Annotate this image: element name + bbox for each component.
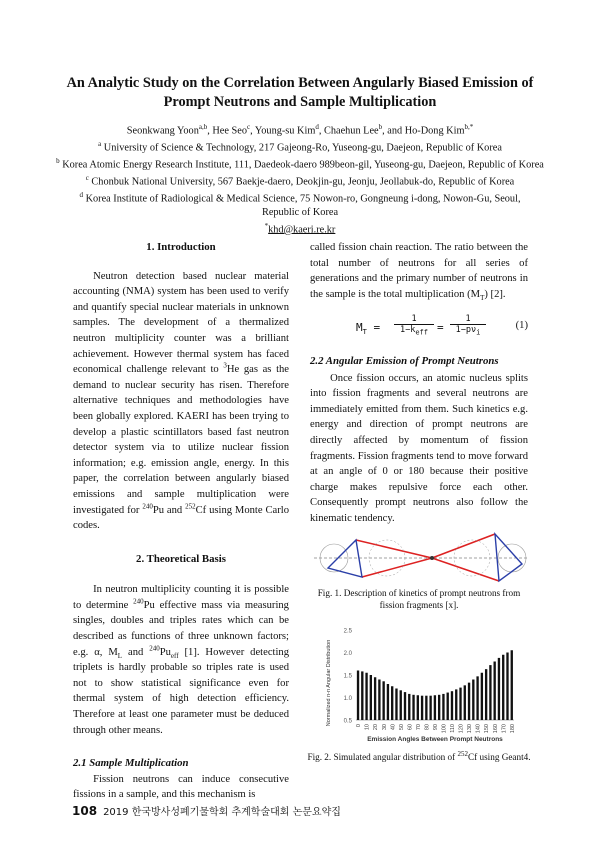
section-2-1-heading: 2.1 Sample Multiplication xyxy=(73,757,189,770)
author-list: Seonkwang Yoon$^{a,b}$, Hee Seo$^c$, Young-su Kim$^d$, Chaehun Lee$^b$, and Ho-Dong Kim$^{b,*}$ xyxy=(126,123,474,137)
email-marker: * xyxy=(264,221,269,230)
chart-bar xyxy=(365,673,367,720)
author-name: Young-su Kim xyxy=(254,125,316,137)
author-affil-marker: a,b xyxy=(198,123,208,131)
chart-bar xyxy=(498,658,500,720)
section-2-heading: 2. Theoretical Basis xyxy=(136,552,226,565)
left-column xyxy=(73,240,289,803)
author-name: Hee Seo xyxy=(212,125,247,137)
x-tick-label: 70 xyxy=(415,724,422,731)
email-link[interactable]: khd@kaeri.re.kr xyxy=(268,224,336,236)
chart-bar xyxy=(455,689,457,720)
chart-bar xyxy=(357,671,359,721)
chart-bar xyxy=(361,671,363,720)
chart-bar xyxy=(489,665,491,720)
equation-1 xyxy=(310,314,528,344)
chart-bar xyxy=(395,689,397,721)
fragment-line-top-left xyxy=(356,540,432,558)
affiliation-list xyxy=(30,138,570,220)
author-name: Chaehun Lee xyxy=(324,125,379,137)
proceedings-title: 2019 한국방사성폐기물학회 추계학술대회 논문요약집 xyxy=(103,807,341,818)
section-2-paragraph: In neutron multiplicity counting it is possible to determine $^{240}$Pu effective mass via measuring singles, doubles and triples rates which can be described as functions of three unknown factors; e.g. α, $M_L$ and $^{240}Pu_{eff}$ [1]. However detecting triplets is hardly probable so triples rate is used not to show statistical significance even for thermal system of high detection efficiency. Therefore at least one parameter must be deduced through other means. xyxy=(73,584,290,736)
x-tick-label: 50 xyxy=(398,724,405,731)
x-tick-label: 60 xyxy=(407,724,414,731)
section-1-heading: 1. Introduction xyxy=(146,241,216,253)
affiliation: $^a$ University of Science & Technology, 217 Gajeong-Ro, Yuseong-gu, Daejeon, Republic of Korea xyxy=(98,140,502,154)
y-axis-label: Normalized n-n Angular Distribution xyxy=(326,639,332,727)
x-tick-label: 20 xyxy=(373,724,380,731)
chart-bar xyxy=(442,694,444,720)
x-axis-label: Emission Angles Between Prompt Neutrons xyxy=(367,736,503,743)
right-column-text-2 xyxy=(310,354,528,527)
email-line xyxy=(30,220,570,237)
chart-bar xyxy=(429,696,431,720)
right-paragraph-1: called fission chain reaction. The ratio between the total number of neutrons for all series of generations and the primary number of neutrons in the sample is the total multiplication $(M_T)$ [2]. xyxy=(310,242,528,302)
figure-2-chart xyxy=(318,624,530,746)
affiliation: $^c$ Chonbuk National University, 567 Baekje-daero, Deokjin-gu, Jeonju, Jeollabuk-do, Republic of Korea xyxy=(85,174,515,188)
chart-bar xyxy=(370,675,372,720)
x-tick-label: 90 xyxy=(433,724,439,731)
page-footer xyxy=(72,803,341,818)
title-line-1: An Analytic Study on the Correlation Between Angularly Biased Emission of xyxy=(66,75,534,91)
eq-fraction-1: 1 $1-k_{eff}$ xyxy=(394,314,434,335)
x-tick-label: 150 xyxy=(484,724,491,734)
section-2-2-paragraph: Once fission occurs, an atomic nucleus splits into fission fragments and several neutrons are immediately emitted from them. Such kinetics e.g. energy and direction of prompt neutrons are directly affected by momentum of fission fragments. Fission fragments tend to move forward at an angle of 0 or 180 because their positive charge makes repulsive force each other. Consequently prompt neutrons also follow the kinematic tendency. xyxy=(310,372,528,524)
chart-bar xyxy=(378,680,380,721)
chart-bar xyxy=(421,696,423,720)
author-name: Seonkwang Yoon xyxy=(126,125,199,137)
chart-bar xyxy=(425,696,427,720)
author-block xyxy=(30,121,570,237)
chart-bar xyxy=(404,692,406,720)
x-tick-label: 80 xyxy=(424,724,431,731)
affiliation: $^b$ Korea Atomic Energy Research Institute, 111, Daedeok-daero 989beon-gil, Yuseong-gu, Daejeon, Republic of Korea xyxy=(56,157,544,171)
y-tick-label: 1.5 xyxy=(343,673,352,680)
chart-bar xyxy=(494,662,496,721)
chart-bar xyxy=(438,695,440,720)
x-tick-label: 170 xyxy=(501,724,508,734)
figure-1-caption: Fig. 1. Description of kinetics of prompt neutrons from fission fragments [x]. xyxy=(317,588,521,610)
author-affil-marker: d xyxy=(315,123,319,131)
velocity-vectors-right xyxy=(495,534,522,581)
right-column-text xyxy=(310,240,528,302)
y-tick-label: 2.5 xyxy=(343,628,352,635)
chart-bar xyxy=(434,695,436,720)
affiliation: Republic of Korea xyxy=(261,207,339,219)
x-tick-label: 100 xyxy=(441,724,448,734)
fragment-line-bottom-left xyxy=(362,558,432,577)
author-affil-marker: b xyxy=(378,123,383,131)
chart-bar xyxy=(382,681,384,720)
y-tick-label: 0.5 xyxy=(343,718,352,725)
eq-lhs: $M_T$ = xyxy=(356,321,381,337)
eq-label: (1) xyxy=(515,320,528,331)
eq-equals: = xyxy=(437,321,444,334)
chart-bar xyxy=(447,693,449,720)
chart-bar xyxy=(485,669,487,720)
chart-bar xyxy=(511,650,513,720)
x-tick-label: 160 xyxy=(492,724,499,734)
chart-bar xyxy=(476,676,478,720)
x-tick-label: 0 xyxy=(356,724,363,728)
author-name: Ho-Dong Kim xyxy=(404,125,465,137)
chart-bar xyxy=(387,684,389,720)
section-2-1-paragraph: Fission neutrons can induce consecutive fissions in a sample, and this mechanism is xyxy=(73,773,289,801)
x-tick-label: 110 xyxy=(450,724,457,733)
chart-bar xyxy=(451,691,453,720)
x-tick-label: 40 xyxy=(390,724,397,731)
x-tick-label: 130 xyxy=(467,724,474,734)
chart-bar xyxy=(464,685,466,720)
section-2-2-heading: 2.2 Angular Emission of Prompt Neutrons xyxy=(310,355,499,367)
chart-bar xyxy=(417,695,419,720)
author-affil-marker: b,* xyxy=(464,123,474,131)
chart-bar xyxy=(391,686,393,720)
figure-2-caption: Fig. 2. Simulated angular distribution of $^{252}$Cf using Geant4. xyxy=(307,749,531,762)
paper-title xyxy=(40,74,560,112)
x-tick-label: 30 xyxy=(381,724,388,731)
fragment-line-top-right xyxy=(432,534,495,558)
x-tick-label: 10 xyxy=(364,724,371,731)
chart-bar xyxy=(506,653,508,721)
x-tick-label: 140 xyxy=(475,724,482,734)
x-tick-label: 120 xyxy=(458,724,465,734)
chart-bar xyxy=(481,673,483,720)
author-affil-marker: c xyxy=(246,123,251,131)
chart-bar xyxy=(412,695,414,720)
chart-bar xyxy=(502,655,504,720)
chart-bar xyxy=(374,677,376,720)
fragment-line-bottom-right xyxy=(432,558,499,581)
x-tick-label: 180 xyxy=(509,724,516,734)
affiliation: $^d$ Korea Institute of Radiological & Medical Science, 75 Nowon-ro, Gongneung i-dong, Nowon-Gu, Seoul, xyxy=(79,191,521,205)
chart-bar xyxy=(468,683,470,720)
title-line-2: Prompt Neutrons and Sample Multiplication xyxy=(163,94,437,110)
chart-bar xyxy=(408,694,410,720)
chart-bar xyxy=(400,690,402,720)
velocity-vectors-left xyxy=(328,540,362,577)
eq-fraction-2: 1 $1-p\nu_i$ xyxy=(450,314,486,335)
y-tick-label: 1.0 xyxy=(343,696,352,702)
chart-bar xyxy=(472,680,474,721)
fission-point xyxy=(430,556,434,560)
chart-bar xyxy=(459,688,461,720)
figure-1-diagram xyxy=(312,528,530,586)
y-tick-label: 2.0 xyxy=(343,651,352,657)
section-1-paragraph: Neutron detection based nuclear material accounting (NMA) system has been used to verify and quantify special nuclear materials in unknown samples. The development of a thermalized neutron multiplicity counter was a brilliant achievement. However thermal system has faced economical challenge relevant to $^3$He gas as the demand to nuclear security has risen. Therefore alternative techniques and methodologies have been globally explored. KAERI has been trying to develop a plastic scintillators based fast neutron detector system via to utilize nuclear fission information; e.g. emission angle, energy. In this paper, the correlation between angularly biased emissions and sample multiplication were investigated for $^{240}$Pu and $^{252}$Cf using Monte Carlo codes. xyxy=(73,270,290,532)
page-number: 108 xyxy=(72,804,98,818)
